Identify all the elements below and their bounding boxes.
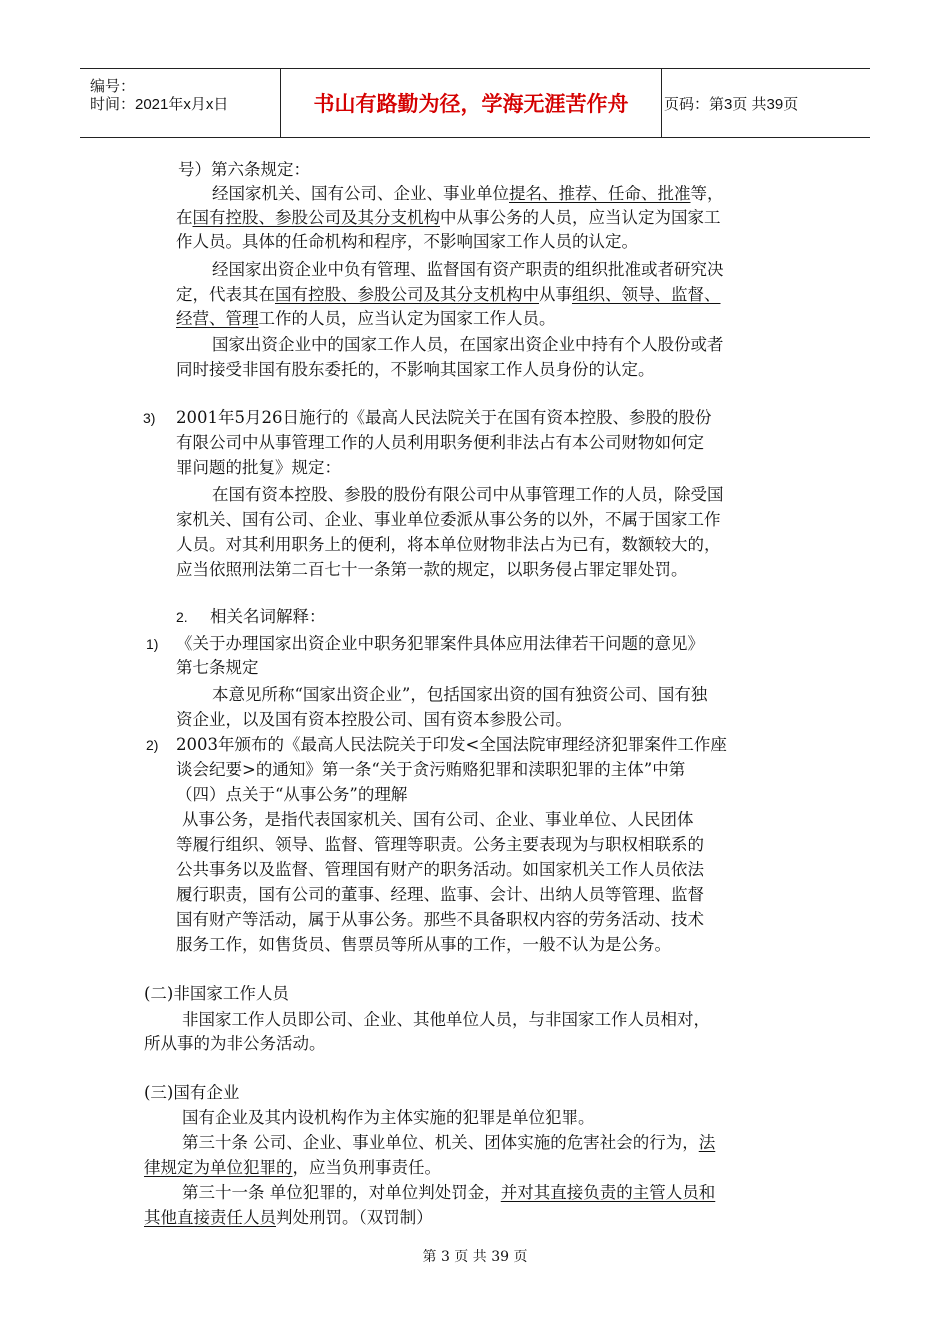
list-number: 1): [146, 636, 159, 652]
section-heading: (二)非国家工作人员: [144, 984, 289, 1003]
time-label: 时间：2021年x月x日: [90, 96, 229, 113]
text-line: 公共事务以及监督、管理国有财产的职务活动。如国家机关工作人员依法: [176, 860, 704, 879]
text-line: 2001年5月26日施行的《最高人民法院关于在国有资本控股、参股的股份: [176, 408, 712, 427]
text-line: 谈会纪要>的通知》第一条“关于贪污贿赂犯罪和渎职犯罪的主体”中第: [176, 760, 686, 779]
section-heading: (三)国有企业: [144, 1083, 240, 1102]
list-number: 3): [143, 410, 156, 426]
text-line: 同时接受非国有股东委托的，不影响其国家工作人员身份的认定。: [176, 360, 655, 379]
text-line: 律规定为单位犯罪的，应当负刑事责任。: [144, 1158, 441, 1177]
text-line: 第三十条 公司、企业、事业单位、机关、团体实施的危害社会的行为，法: [182, 1133, 716, 1152]
header-left-cell: [80, 69, 281, 137]
text-line: 履行职责，国有公司的董事、经理、监事、会计、出纳人员等管理、监督: [176, 885, 704, 904]
number-label: 编号：: [90, 78, 136, 95]
section-number: 2.: [176, 609, 188, 625]
text-line: （四）点关于“从事公务”的理解: [176, 785, 408, 804]
text-line: 国家出资企业中的国家工作人员，在国家出资企业中持有个人股份或者: [212, 335, 724, 354]
list-number: 2): [146, 737, 159, 753]
text-line: 2003年颁布的《最高人民法院关于印发<全国法院审理经济犯罪案件工作座: [176, 735, 727, 754]
text-line: 经国家出资企业中负有管理、监督国有资产职责的组织批准或者研究决: [212, 260, 724, 279]
text-line: 人员。对其利用职务上的便利，将本单位财物非法占为已有，数额较大的，: [176, 535, 721, 554]
motto: 书山有路勤为径，学海无涯苦作舟: [281, 69, 662, 137]
text-line: 在国有资本控股、参股的股份有限公司中从事管理工作的人员，除受国: [212, 485, 724, 504]
text-line: 经国家机关、国有公司、企业、事业单位提名、推荐、任命、批准等，: [212, 184, 724, 203]
text-line: 《关于办理国家出资企业中职务犯罪案件具体应用法律若干问题的意见》: [176, 634, 704, 653]
text-line: 应当依照刑法第二百七十一条第一款的规定，以职务侵占罪定罪处罚。: [176, 560, 688, 579]
text-line: 国有企业及其内设机构作为主体实施的犯罪是单位犯罪。: [182, 1108, 595, 1127]
text-line: 其他直接责任人员判处刑罚。（双罚制）: [144, 1208, 433, 1227]
text-line: 本意见所称“国家出资企业”，包括国家出资的国有独资公司、国有独: [212, 685, 708, 704]
page-footer: 第 3 页 共 39 页: [422, 1249, 528, 1265]
text-line: 资企业，以及国有资本控股公司、国有资本参股公司。: [176, 710, 572, 729]
text-line: 经营、管理工作的人员，应当认定为国家工作人员。: [176, 309, 556, 328]
text-line: 有限公司中从事管理工作的人员利用职务便利非法占有本公司财物如何定: [176, 433, 704, 452]
text-line: 定，代表其在国有控股、参股公司及其分支机构中从事组织、领导、监督、: [176, 285, 721, 304]
text-line: 家机关、国有公司、企业、事业单位委派从事公务的以外，不属于国家工作: [176, 510, 721, 529]
page-info: 页码：第3页 共39页: [664, 95, 799, 113]
text-line: 罪问题的批复》规定：: [176, 458, 341, 477]
text-line: 从事公务，是指代表国家机关、国有公司、企业、事业单位、人民团体: [182, 810, 694, 829]
text-line: 非国家工作人员即公司、企业、其他单位人员，与非国家工作人员相对，: [182, 1010, 710, 1029]
section-title: 相关名词解释：: [210, 607, 326, 626]
text-line: 号）第六条规定：: [178, 160, 310, 179]
text-line: 作人员。具体的任命机构和程序，不影响国家工作人员的认定。: [176, 232, 638, 251]
text-line: 服务工作，如售货员、售票员等所从事的工作，一般不认为是公务。: [176, 935, 671, 954]
text-line: 等履行组织、领导、监督、管理等职责。公务主要表现为与职权相联系的: [176, 835, 704, 854]
text-line: 国有财产等活动，属于从事公务。那些不具备职权内容的劳务活动、技术: [176, 910, 704, 929]
text-line: 第三十一条 单位犯罪的，对单位判处罚金，并对其直接负责的主管人员和: [182, 1183, 716, 1202]
text-line: 在国有控股、参股公司及其分支机构中从事公务的人员，应当认定为国家工: [176, 208, 721, 227]
text-line: 第七条规定: [176, 658, 259, 677]
header-table: [80, 68, 870, 138]
text-line: 所从事的为非公务活动。: [144, 1034, 326, 1053]
